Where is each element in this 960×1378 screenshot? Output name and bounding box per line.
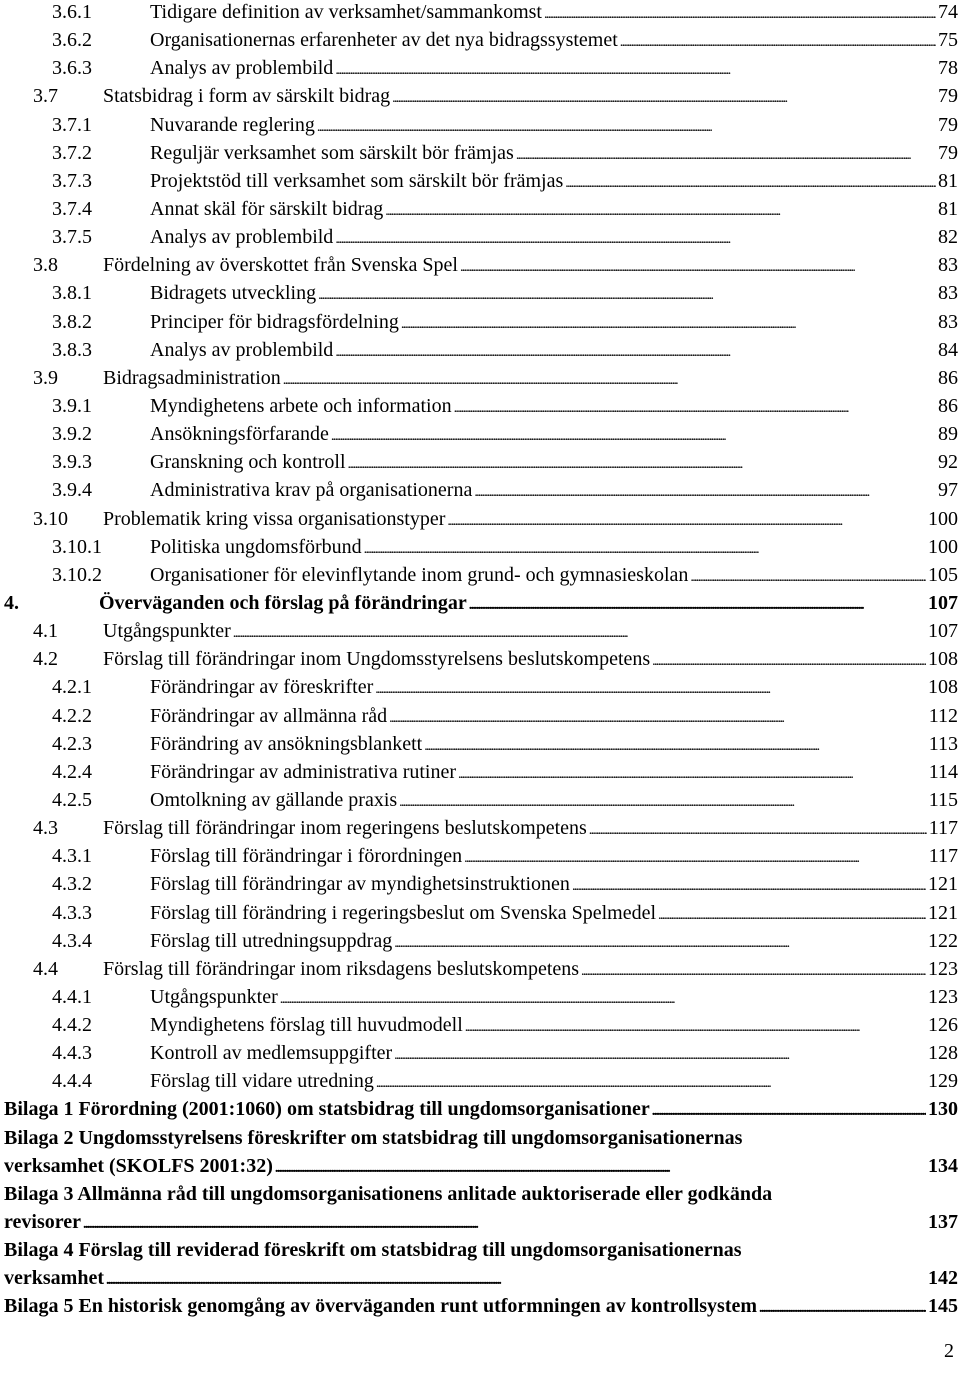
toc-entry-title: Annat skäl för särskilt bidrag (150, 197, 384, 220)
toc-entry-page: 92 (938, 451, 958, 474)
dot-leader (620, 26, 936, 57)
dot-leader (454, 392, 936, 423)
toc-entry-title: Bidragets utveckling (150, 282, 317, 305)
toc-entry[interactable] (0, 533, 960, 561)
toc-entry[interactable] (0, 167, 960, 195)
toc-entry-page: 83 (938, 254, 958, 277)
dot-leader (317, 111, 936, 142)
toc-entry-number: 3.7.3 (52, 169, 92, 192)
toc-entry[interactable] (0, 589, 960, 617)
dot-leader (331, 420, 936, 451)
toc-entry-title: Reguljär verksamhet som särskilt bör främjas (150, 141, 514, 164)
toc-entry-page: 97 (938, 479, 958, 502)
toc-entry-title: Myndighetens arbete och information (150, 394, 452, 417)
toc-entry-page: 79 (938, 141, 958, 164)
toc-entry[interactable] (0, 476, 960, 504)
appendix-title: Bilaga 1 Förordning (2001:1060) om statsbidrag till ungdomsorganisationer (4, 1098, 650, 1121)
toc-entry-title: Omtolkning av gällande praxis (150, 788, 398, 811)
toc-entry-page: 100 (928, 535, 958, 558)
toc-entry-number: 4. (4, 591, 19, 614)
toc-entry[interactable] (0, 82, 960, 110)
toc-entry-title: Analys av problembild (150, 338, 334, 361)
appendix-entry[interactable] (0, 1180, 960, 1236)
appendix-page: 134 (928, 1154, 958, 1177)
toc-entry-page: 113 (928, 732, 958, 755)
toc-entry-title: Förändringar av föreskrifter (150, 676, 374, 699)
dot-leader (394, 1039, 926, 1070)
toc-entry-number: 4.2.4 (52, 760, 92, 783)
toc-entry-number: 4.2 (33, 648, 58, 671)
dot-leader (465, 1011, 926, 1042)
dot-leader (658, 899, 926, 930)
toc-entry-number: 4.4.4 (52, 1070, 92, 1093)
appendix-entry[interactable] (0, 1292, 960, 1320)
toc-entry[interactable] (0, 0, 960, 26)
toc-entry-page: 112 (928, 704, 958, 727)
toc-entry-page: 105 (928, 563, 958, 586)
toc-entry[interactable] (0, 111, 960, 139)
dot-leader (348, 448, 936, 479)
appendix-title: Bilaga 4 Förslag till reviderad föreskrift om statsbidrag till ungdomsorganisationernas (4, 1239, 742, 1262)
toc-entry-number: 3.7.1 (52, 113, 92, 136)
toc-entry[interactable] (0, 392, 960, 420)
toc-entry-number: 4.3.2 (52, 873, 92, 896)
appendix-title: Bilaga 5 En historisk genomgång av överväganden runt utformningen av kontrollsystem (4, 1295, 758, 1318)
toc-entry-title: Utgångspunkter (103, 620, 231, 643)
dot-leader (389, 702, 927, 733)
toc-entry-title: Överväganden och förslag på förändringar (99, 591, 467, 614)
toc-entry-number: 4.3.3 (52, 901, 92, 924)
toc-entry-title: Fördelning av överskottet från Svenska Spel (103, 254, 458, 277)
toc-entry[interactable] (0, 1067, 960, 1095)
toc-entry-title: Politiska ungdomsförbund (150, 535, 362, 558)
toc-entry-title: Kontroll av medlemsuppgifter (150, 1042, 393, 1065)
dot-leader (385, 195, 936, 226)
dot-leader (652, 645, 926, 676)
toc-entry[interactable] (0, 955, 960, 983)
dot-leader (458, 758, 927, 789)
dot-leader (318, 279, 936, 310)
toc-entry-number: 4.2.5 (52, 788, 92, 811)
toc-entry-page: 78 (938, 57, 958, 80)
appendix-title-continued: verksamhet (4, 1267, 104, 1290)
toc-entry[interactable] (0, 1039, 960, 1067)
dot-leader (516, 139, 936, 170)
toc-entry-number: 4.3 (33, 817, 58, 840)
toc-entry-title: Organisationer för elevinflytande inom grund- och gymnasieskolan (150, 563, 689, 586)
toc-entry-number: 3.9.3 (52, 451, 92, 474)
toc-entry-page: 84 (938, 338, 958, 361)
dot-leader (469, 589, 926, 620)
toc-entry-number: 3.7.4 (52, 197, 92, 220)
toc-entry-title: Granskning och kontroll (150, 451, 346, 474)
dot-leader (375, 673, 926, 704)
appendix-title: Bilaga 2 Ungdomsstyrelsens föreskrifter om statsbidrag till ungdomsorganisationernas (4, 1126, 743, 1149)
toc-entry-page: 126 (928, 1014, 958, 1037)
dot-leader (83, 1208, 926, 1239)
toc-entry-number: 3.9.4 (52, 479, 92, 502)
toc-entry-title: Analys av problembild (150, 226, 334, 249)
toc-entry-number: 3.10.1 (52, 535, 102, 558)
toc-entry-title: Förslag till förändringar av myndighetsinstruktionen (150, 873, 570, 896)
toc-entry-page: 86 (938, 394, 958, 417)
toc-entry-page: 122 (928, 929, 958, 952)
toc-entry-page: 117 (928, 817, 958, 840)
toc-entry-page: 108 (928, 648, 958, 671)
toc-entry-page: 128 (928, 1042, 958, 1065)
appendix-title-continued: verksamhet (SKOLFS 2001:32) (4, 1154, 273, 1177)
toc-entry[interactable] (0, 645, 960, 673)
appendix-title-continued: revisorer (4, 1211, 82, 1234)
toc-entry[interactable] (0, 730, 960, 758)
toc-entry-number: 4.2.3 (52, 732, 92, 755)
toc-entry-number: 4.2.2 (52, 704, 92, 727)
appendix-title: Bilaga 3 Allmänna råd till ungdomsorganisationens anlitade auktoriserade eller godkända (4, 1182, 773, 1205)
dot-leader (447, 505, 926, 536)
toc-entry-title: Analys av problembild (150, 57, 334, 80)
toc-entry-title: Administrativa krav på organisationerna (150, 479, 473, 502)
toc-entry[interactable] (0, 814, 960, 842)
toc-entry-title: Förslag till förändringar i förordningen (150, 845, 463, 868)
dot-leader (565, 167, 936, 198)
dot-leader (376, 1067, 926, 1098)
dot-leader (544, 0, 936, 29)
toc-entry-number: 3.9 (33, 366, 58, 389)
toc-entry-title: Förslag till förändringar inom riksdagens beslutskompetens (103, 957, 580, 980)
dot-leader (394, 927, 926, 958)
dot-leader (460, 251, 936, 282)
dot-leader (364, 533, 926, 564)
toc-entry[interactable] (0, 1011, 960, 1039)
toc-entry-number: 4.2.1 (52, 676, 92, 699)
toc-entry-title: Utgångspunkter (150, 985, 278, 1008)
toc-entry-number: 3.6.1 (52, 1, 92, 23)
dot-leader (399, 786, 927, 817)
toc-entry-page: 89 (938, 423, 958, 446)
toc-entry[interactable] (0, 54, 960, 82)
toc-entry[interactable] (0, 899, 960, 927)
toc-entry[interactable] (0, 139, 960, 167)
dot-leader (759, 1292, 926, 1323)
toc-entry[interactable] (0, 673, 960, 701)
dot-leader (572, 870, 926, 901)
toc-entry-page: 114 (928, 760, 958, 783)
toc-entry-title: Myndighetens förslag till huvudmodell (150, 1014, 463, 1037)
toc-entry-number: 3.8.1 (52, 282, 92, 305)
toc-entry-title: Principer för bidragsfördelning (150, 310, 399, 333)
appendix-page: 137 (928, 1211, 958, 1234)
toc-entry-number: 4.4.2 (52, 1014, 92, 1037)
dot-leader (652, 1095, 926, 1126)
toc-entry-number: 4.3.4 (52, 929, 92, 952)
toc-entry-page: 82 (938, 226, 958, 249)
toc-entry-page: 75 (938, 29, 958, 52)
toc-entry[interactable] (0, 420, 960, 448)
toc-entry-number: 4.4 (33, 957, 58, 980)
toc-entry[interactable] (0, 336, 960, 364)
toc-entry-number: 3.6.2 (52, 29, 92, 52)
toc-entry-title: Förslag till utredningsuppdrag (150, 929, 393, 952)
toc-entry-number: 3.9.2 (52, 423, 92, 446)
toc-entry-page: 83 (938, 282, 958, 305)
toc-entry-number: 4.4.3 (52, 1042, 92, 1065)
toc-entry[interactable] (0, 364, 960, 392)
toc-entry-page: 108 (928, 676, 958, 699)
toc-entry-number: 3.9.1 (52, 394, 92, 417)
toc-entry-title: Förändring av ansökningsblankett (150, 732, 423, 755)
appendix-entry[interactable] (0, 1236, 960, 1292)
toc-entry-number: 3.7 (33, 85, 58, 108)
toc-entry-title: Tidigare definition av verksamhet/sammankomst (150, 1, 542, 23)
dot-leader (283, 364, 936, 395)
toc-entry-page: 83 (938, 310, 958, 333)
toc-entry[interactable] (0, 561, 960, 589)
toc-entry[interactable] (0, 786, 960, 814)
toc-entry-page: 79 (938, 85, 958, 108)
toc-entry[interactable] (0, 251, 960, 279)
toc-entry-title: Förslag till vidare utredning (150, 1070, 374, 1093)
toc-entry-number: 4.1 (33, 620, 58, 643)
dot-leader (589, 814, 927, 845)
toc-entry-title: Förändringar av allmänna råd (150, 704, 388, 727)
toc-entry-number: 3.10.2 (52, 563, 102, 586)
toc-entry[interactable] (0, 983, 960, 1011)
appendix-entry[interactable] (0, 1095, 960, 1123)
toc-entry-title: Ansökningsförfarande (150, 423, 329, 446)
toc-entry-title: Förslag till förändring i regeringsbeslut om Svenska Spelmedel (150, 901, 657, 924)
toc-entry-page: 81 (938, 197, 958, 220)
toc-entry-page: 129 (928, 1070, 958, 1093)
toc-entry-title: Organisationernas erfarenheter av det nya bidragssystemet (150, 29, 618, 52)
page-number: 2 (944, 1340, 954, 1362)
toc-entry-number: 3.10 (33, 507, 68, 530)
toc-entry[interactable] (0, 927, 960, 955)
toc-entry-number: 3.8 (33, 254, 58, 277)
toc-entry-number: 4.3.1 (52, 845, 92, 868)
toc-entry-title: Statsbidrag i form av särskilt bidrag (103, 85, 391, 108)
toc-entry-title: Projektstöd till verksamhet som särskilt bör främjas (150, 169, 564, 192)
dot-leader (335, 54, 936, 85)
toc-entry-page: 86 (938, 366, 958, 389)
toc-entry-title: Förslag till förändringar inom Ungdomsstyrelsens beslutskompetens (103, 648, 651, 671)
toc-entry[interactable] (0, 702, 960, 730)
toc-entry[interactable] (0, 308, 960, 336)
dot-leader (464, 842, 927, 873)
dot-leader (335, 336, 936, 367)
dot-leader (275, 1152, 926, 1183)
toc-entry[interactable] (0, 842, 960, 870)
dot-leader (392, 82, 936, 113)
dot-leader (335, 223, 936, 254)
toc-entry-title: Nuvarande reglering (150, 113, 315, 136)
toc-entry[interactable] (0, 870, 960, 898)
dot-leader (424, 730, 927, 761)
dot-leader (474, 476, 936, 507)
toc-entry[interactable] (0, 223, 960, 251)
toc-entry-page: 121 (928, 873, 958, 896)
toc-entry[interactable] (0, 617, 960, 645)
toc-entry-page: 107 (928, 620, 958, 643)
toc-entry-title: Förändringar av administrativa rutiner (150, 760, 457, 783)
toc-entry-page: 74 (938, 1, 958, 23)
appendix-entry[interactable] (0, 1124, 960, 1180)
toc-entry-number: 4.4.1 (52, 985, 92, 1008)
toc-entry-number: 3.7.2 (52, 141, 92, 164)
appendix-page: 130 (928, 1098, 958, 1121)
toc-entry[interactable] (0, 758, 960, 786)
toc-entry[interactable] (0, 279, 960, 307)
dot-leader (280, 983, 926, 1014)
toc-entry-title: Problematik kring vissa organisationstyper (103, 507, 446, 530)
toc-entry-page: 107 (928, 591, 958, 614)
dot-leader (233, 617, 926, 648)
toc-entry[interactable] (0, 505, 960, 533)
toc-entry-page: 121 (928, 901, 958, 924)
dot-leader (106, 1264, 926, 1295)
toc-entry-page: 123 (928, 957, 958, 980)
toc-entry-page: 100 (928, 507, 958, 530)
toc-entry[interactable] (0, 448, 960, 476)
dot-leader (690, 561, 926, 592)
toc-entry-page: 81 (938, 169, 958, 192)
appendix-page: 142 (928, 1267, 958, 1290)
toc-entry[interactable] (0, 195, 960, 223)
toc-entry-page: 115 (928, 788, 958, 811)
toc-entry-title: Förslag till förändringar inom regeringens beslutskompetens (103, 817, 587, 840)
toc-entry-number: 3.8.2 (52, 310, 92, 333)
appendix-page: 145 (928, 1295, 958, 1318)
toc-entry-page: 123 (928, 985, 958, 1008)
toc-entry-page: 79 (938, 113, 958, 136)
dot-leader (401, 308, 936, 339)
toc-entry-number: 3.8.3 (52, 338, 92, 361)
dot-leader (581, 955, 926, 986)
toc-entry[interactable] (0, 26, 960, 54)
toc-entry-title: Bidragsadministration (103, 366, 281, 389)
toc-entry-number: 3.6.3 (52, 57, 92, 80)
toc-entry-number: 3.7.5 (52, 226, 92, 249)
toc-entry-page: 117 (928, 845, 958, 868)
